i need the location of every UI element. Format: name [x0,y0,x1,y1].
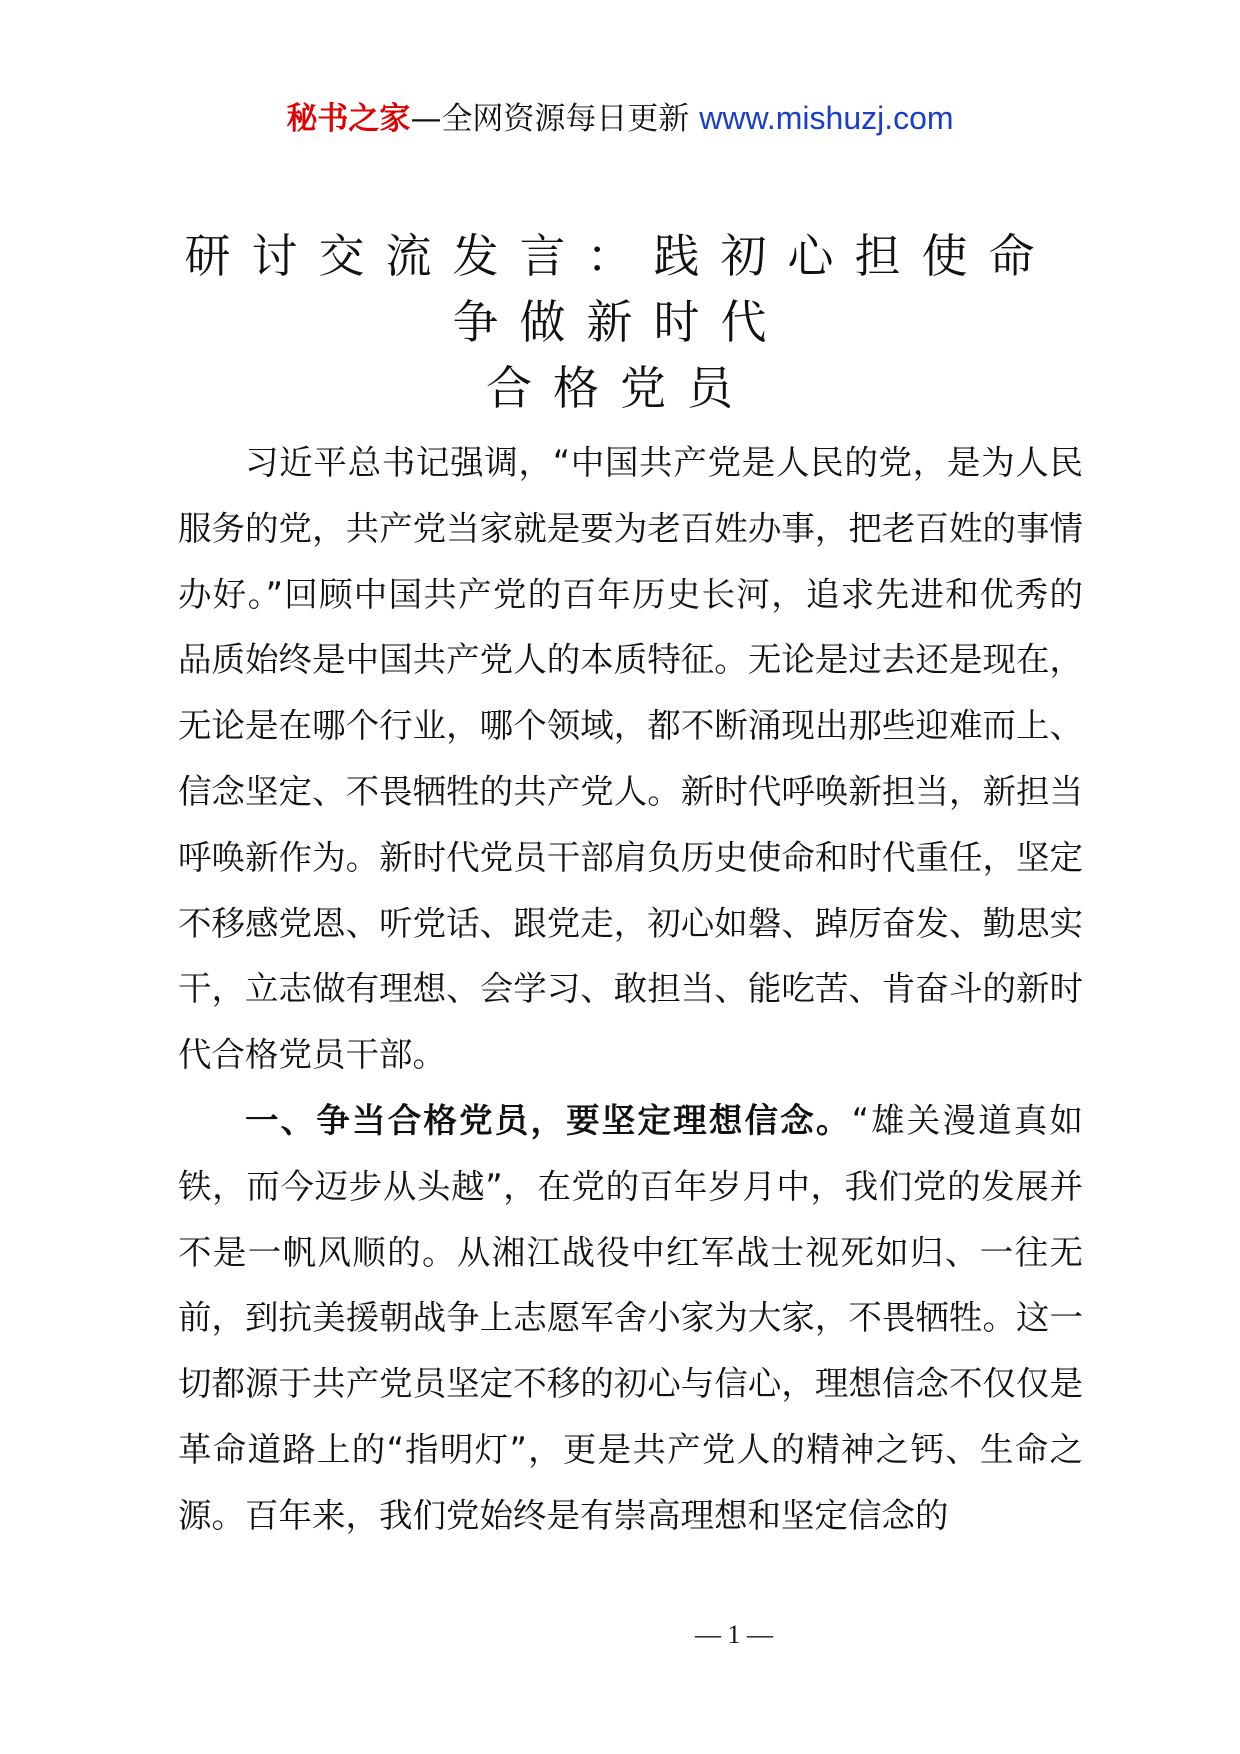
site-header [0,98,1240,139]
paragraph-section-1 [178,1088,1083,1549]
page-number: — 1 — [695,1620,773,1649]
site-tagline: —全网资源每日更新 [410,101,690,137]
document-title-line-2: 争做新时代 [452,295,788,349]
document-title-line-3: 合格党员 [486,361,754,415]
document-title-line-1: 研讨交流发言：践初心担使命 [184,229,1056,283]
document-body [178,430,1083,1549]
section-1-heading: 一、争当合格党员，要坚定理想信念。 [245,1100,852,1140]
site-brand: 秘书之家 [286,101,411,137]
paragraph-intro: 习近平总书记强调，“中国共产党是人民的党，是为人民服务的党，共产党当家就是要为老百姓办事，把老百姓的事情办好。”回顾中国共产党的百年历史长河，追求先进和优秀的品质始终是中国共产党人的本质特征。无论是过去还是现在，无论是在哪个行业，哪个领域，都不断涌现出那些迎难而上、信念坚定、不畏牺牲的共产党人。新时代呼唤新担当，新担当呼唤新作为。新时代党员干部肩负历史使命和时代重任，坚定不移感党恩、听党话、跟党走，初心如磐、踔厉奋发、勤思实干，立志做有理想、会学习、敢担当、能吃苦、肯奋斗的新时代合格党员干部。 [178,443,1083,1075]
site-url-link[interactable]: www.mishuzj.com [699,100,954,136]
section-1-body: “雄关漫道真如铁，而今迈步从头越”，在党的百年岁月中，我们党的发展并不是一帆风顺的。从湘江战役中红军战士视死如归、一往无前，到抗美援朝战争上志愿军舍小家为大家，不畏牺牲。这一切都源于共产党员坚定不移的初心与信心，理想信念不仅仅是革命道路上的“指明灯”，更是共产党人的精神之钙、生命之源。百年来，我们党始终是有崇高理想和坚定信念的 [178,1100,1083,1535]
